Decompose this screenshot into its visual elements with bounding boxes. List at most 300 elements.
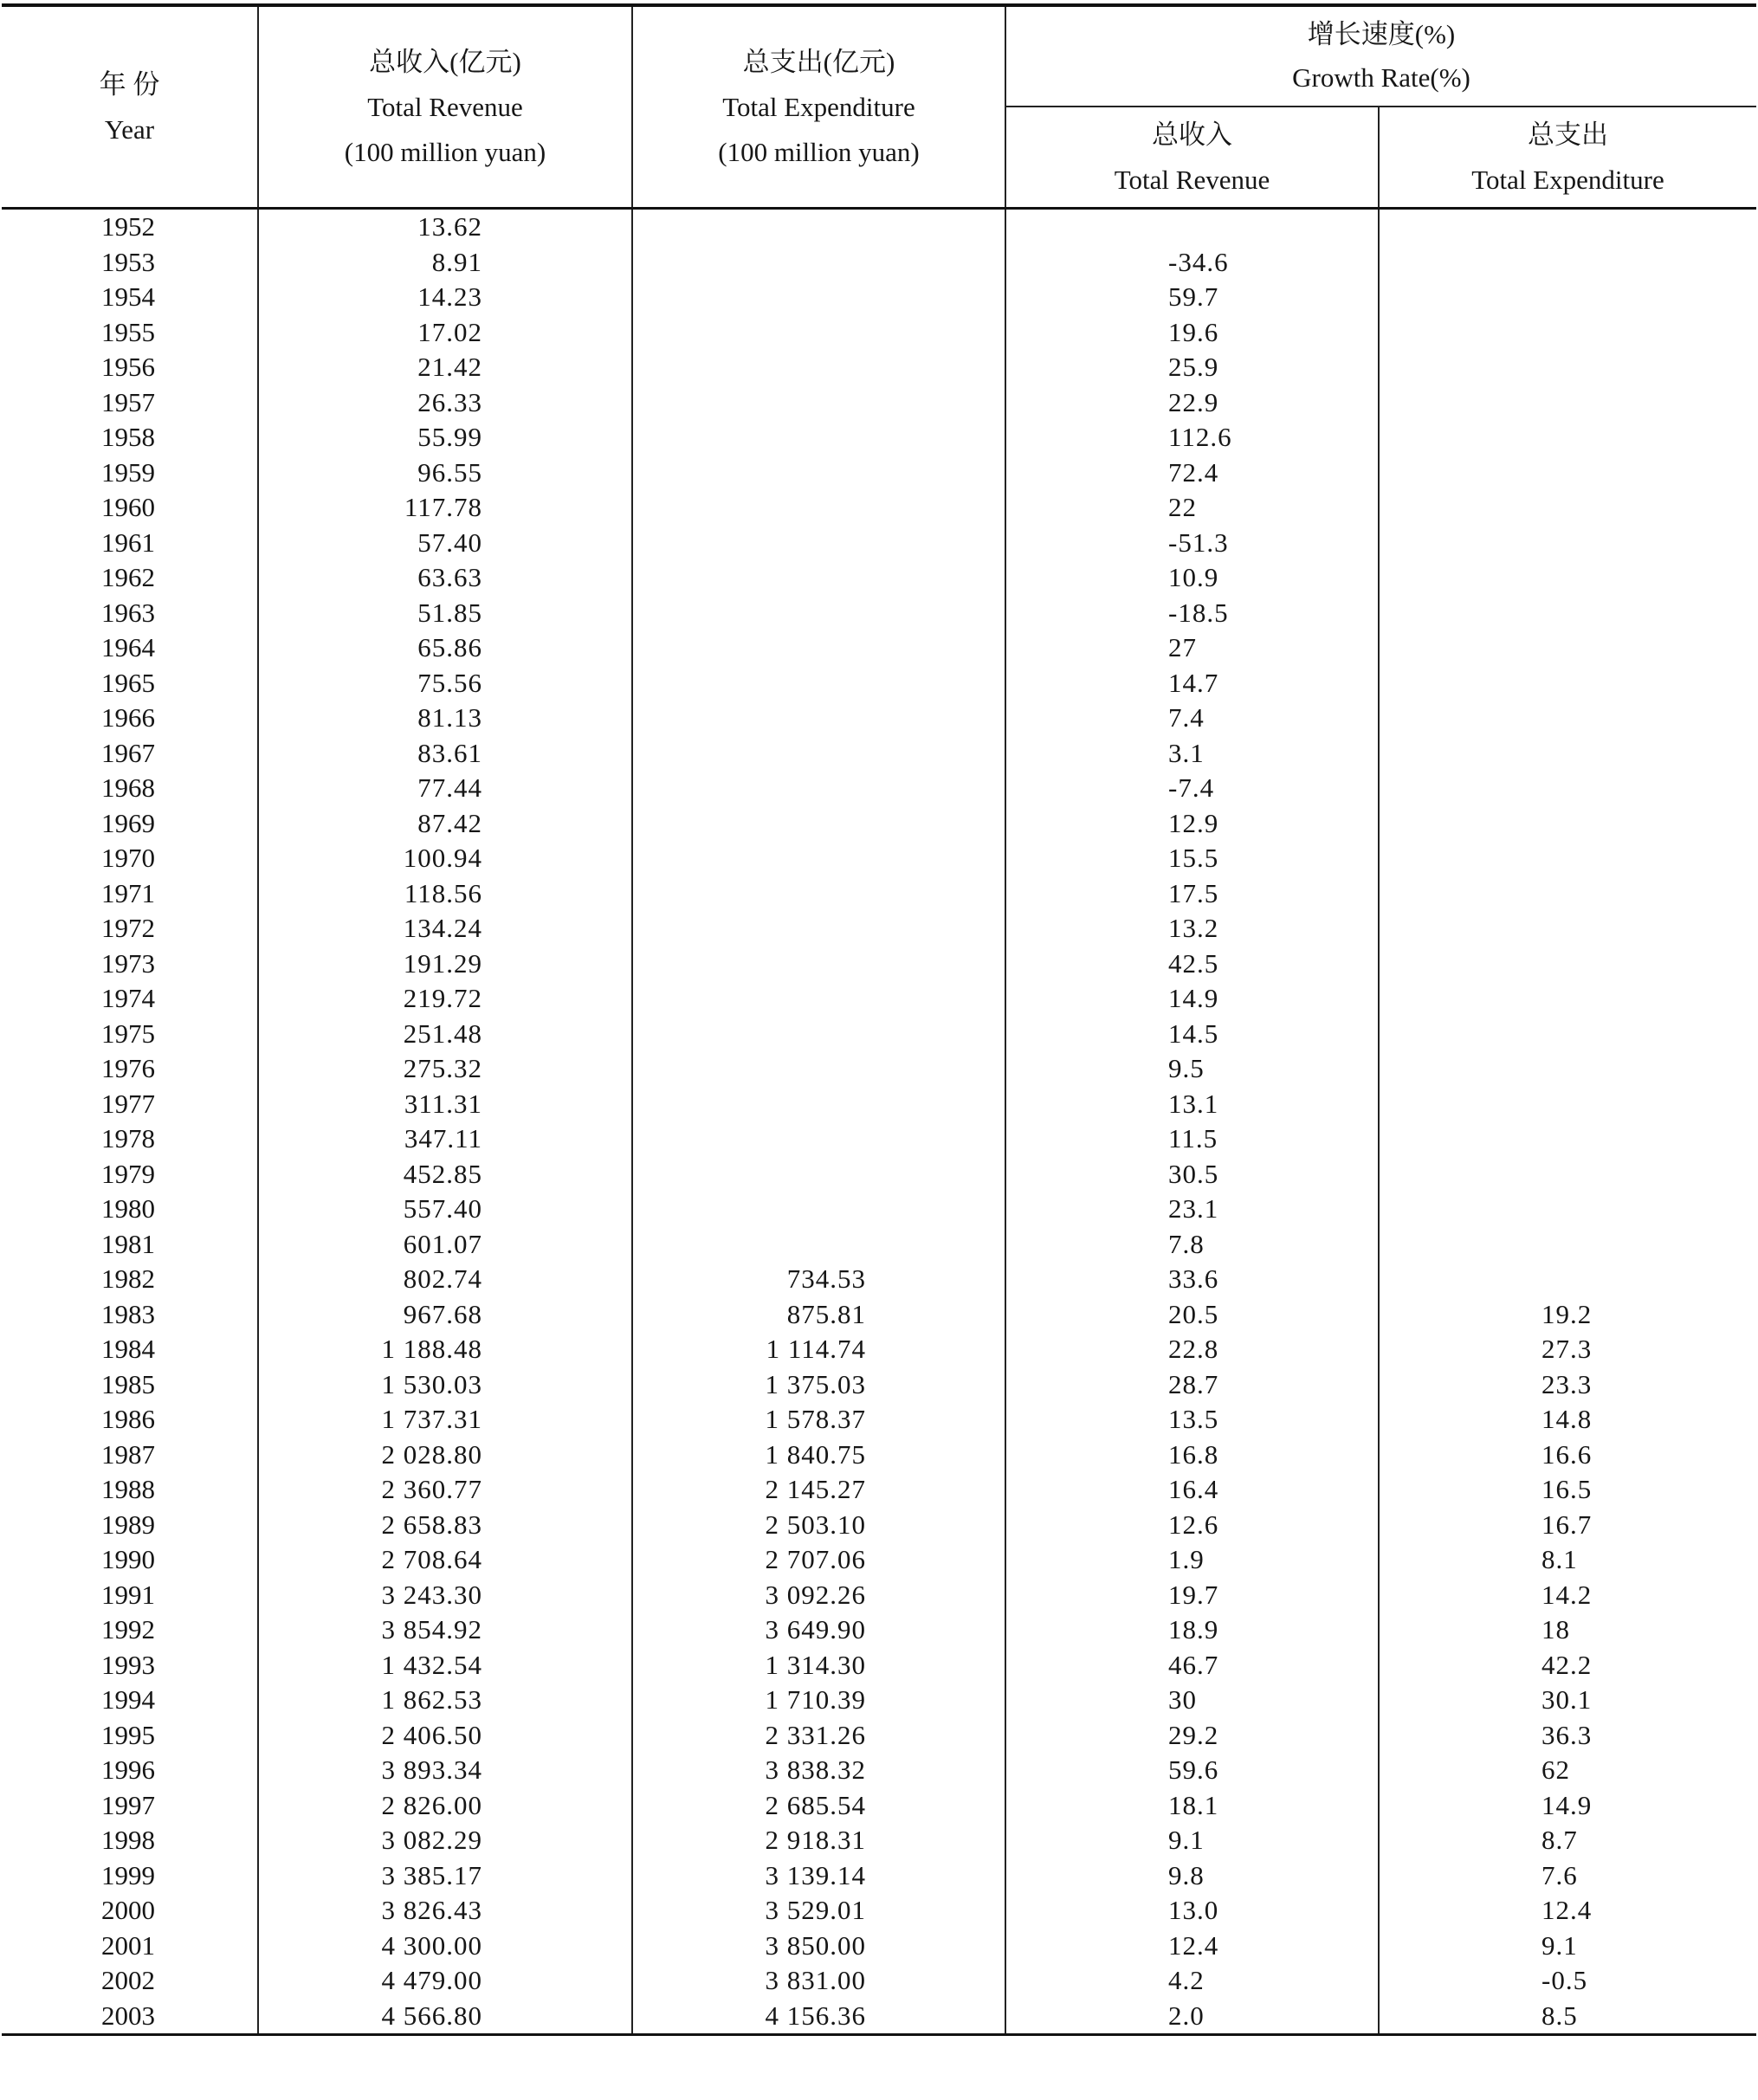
year-cell: 1985 [101, 1368, 155, 1399]
statistics-table [2, 3, 1756, 2036]
expenditure-growth-cell: 8.1 [1379, 1542, 1756, 1578]
expenditure-cell [632, 1051, 1005, 1087]
year-cell: 1983 [101, 1298, 155, 1329]
table-row [2, 911, 1756, 947]
table-row [2, 385, 1756, 421]
year-cell: 1979 [101, 1158, 155, 1189]
year-cell: 1973 [101, 947, 155, 979]
revenue-growth-cell: -7.4 [1005, 771, 1379, 806]
table-row [2, 490, 1756, 526]
revenue-growth-cell: 29.2 [1005, 1718, 1379, 1754]
table-row [2, 596, 1756, 631]
expenditure-cell [632, 701, 1005, 736]
expenditure-cell: 734.53 [632, 1262, 1005, 1297]
revenue-cell: 65.86 [258, 630, 632, 666]
expenditure-header-unit: (100 million yuan) [718, 136, 920, 167]
year-cell: 1956 [101, 352, 155, 382]
table-row [2, 1578, 1756, 1613]
table-row [2, 981, 1756, 1017]
table-header [2, 5, 1756, 209]
table-row [2, 315, 1756, 351]
year-cell: 1978 [101, 1123, 155, 1153]
year-cell: 1975 [101, 1018, 155, 1049]
revenue-growth-cell: 22.8 [1005, 1332, 1379, 1367]
expenditure-growth-cell [1379, 701, 1756, 736]
revenue-growth-cell: 112.6 [1005, 420, 1379, 456]
year-cell: 1961 [101, 527, 155, 558]
revenue-growth-cell: 7.8 [1005, 1227, 1379, 1263]
year-cell: 1986 [101, 1404, 155, 1434]
revenue-growth-cell: 33.6 [1005, 1262, 1379, 1297]
revenue-cell: 134.24 [258, 911, 632, 947]
year-cell: 1989 [101, 1509, 155, 1540]
revenue-cell: 4 479.00 [258, 1963, 632, 1999]
expenditure-growth-cell [1379, 490, 1756, 526]
year-cell: 1974 [101, 983, 155, 1013]
expenditure-cell: 2 918.31 [632, 1823, 1005, 1858]
year-cell: 1999 [101, 1859, 155, 1890]
revenue-cell: 2 826.00 [258, 1788, 632, 1824]
table-row [2, 1648, 1756, 1683]
revenue-growth-cell: 1.9 [1005, 1542, 1379, 1578]
expenditure-growth-cell [1379, 947, 1756, 982]
year-cell: 1969 [101, 807, 155, 838]
year-cell: 1987 [101, 1438, 155, 1470]
expenditure-cell [632, 736, 1005, 772]
revenue-growth-cell: 9.5 [1005, 1051, 1379, 1087]
revenue-growth-cell: 2.0 [1005, 1999, 1379, 2035]
revenue-growth-cell: 23.1 [1005, 1192, 1379, 1227]
revenue-growth-cell [1005, 209, 1379, 245]
growth-expenditure-header-en: Total Expenditure [1471, 164, 1664, 195]
expenditure-growth-cell [1379, 806, 1756, 842]
year-cell: 1995 [101, 1719, 155, 1750]
table-body [2, 209, 1756, 2035]
expenditure-cell [632, 315, 1005, 351]
revenue-cell: 26.33 [258, 385, 632, 421]
revenue-cell: 311.31 [258, 1087, 632, 1122]
revenue-growth-cell: 20.5 [1005, 1297, 1379, 1333]
year-cell: 1965 [101, 667, 155, 698]
table-row [2, 1227, 1756, 1263]
expenditure-cell: 1 314.30 [632, 1648, 1005, 1683]
expenditure-growth-cell [1379, 666, 1756, 701]
revenue-growth-cell: 10.9 [1005, 560, 1379, 596]
year-cell: 1988 [101, 1474, 155, 1504]
revenue-cell: 967.68 [258, 1297, 632, 1333]
expenditure-growth-cell [1379, 1051, 1756, 1087]
year-cell: 1972 [101, 913, 155, 943]
expenditure-cell: 875.81 [632, 1297, 1005, 1333]
expenditure-growth-cell: 27.3 [1379, 1332, 1756, 1367]
revenue-cell: 3 243.30 [258, 1578, 632, 1613]
table-row [2, 1753, 1756, 1788]
table-row [2, 1192, 1756, 1227]
expenditure-cell: 3 649.90 [632, 1612, 1005, 1648]
revenue-growth-cell: 3.1 [1005, 736, 1379, 772]
year-cell: 2003 [2, 1999, 258, 2035]
expenditure-cell: 2 685.54 [632, 1788, 1005, 1824]
revenue-cell: 8.91 [258, 245, 632, 281]
growth-revenue-header-zh: 总收入 [1152, 119, 1232, 150]
expenditure-cell [632, 666, 1005, 701]
revenue-growth-cell: 59.6 [1005, 1753, 1379, 1788]
revenue-cell: 96.55 [258, 456, 632, 491]
table-row [2, 526, 1756, 561]
expenditure-growth-cell: 14.9 [1379, 1788, 1756, 1824]
year-cell: 1997 [101, 1789, 155, 1820]
revenue-growth-cell: 16.8 [1005, 1438, 1379, 1473]
expenditure-growth-cell [1379, 981, 1756, 1017]
table-row [2, 1542, 1756, 1578]
table-row [2, 350, 1756, 385]
revenue-cell: 251.48 [258, 1017, 632, 1052]
expenditure-cell: 3 529.01 [632, 1893, 1005, 1929]
revenue-growth-cell: 42.5 [1005, 947, 1379, 982]
revenue-growth-cell: 28.7 [1005, 1367, 1379, 1403]
expenditure-cell [632, 209, 1005, 245]
expenditure-cell [632, 350, 1005, 385]
expenditure-cell [632, 1157, 1005, 1192]
revenue-cell: 2 658.83 [258, 1508, 632, 1543]
revenue-cell: 347.11 [258, 1121, 632, 1157]
table-row [2, 280, 1756, 315]
expenditure-cell [632, 245, 1005, 281]
revenue-cell: 601.07 [258, 1227, 632, 1263]
expenditure-growth-cell [1379, 280, 1756, 315]
revenue-growth-cell: 72.4 [1005, 456, 1379, 491]
expenditure-cell [632, 526, 1005, 561]
year-cell: 1957 [101, 386, 155, 417]
revenue-growth-cell: -51.3 [1005, 526, 1379, 561]
table-row [2, 630, 1756, 666]
revenue-growth-cell: 12.4 [1005, 1929, 1379, 1964]
table-row [2, 947, 1756, 982]
revenue-cell: 13.62 [258, 209, 632, 245]
revenue-cell: 802.74 [258, 1262, 632, 1297]
expenditure-growth-cell [1379, 420, 1756, 456]
table-row [2, 1017, 1756, 1052]
revenue-cell: 4 566.80 [258, 1999, 632, 2035]
expenditure-growth-cell: 18 [1379, 1612, 1756, 1648]
revenue-cell: 87.42 [258, 806, 632, 842]
revenue-growth-cell: 13.2 [1005, 911, 1379, 947]
table-row [2, 841, 1756, 876]
expenditure-growth-cell: 30.1 [1379, 1683, 1756, 1718]
expenditure-cell: 2 503.10 [632, 1508, 1005, 1543]
table-row [2, 1683, 1756, 1718]
table-row [2, 1051, 1756, 1087]
revenue-growth-cell: 11.5 [1005, 1121, 1379, 1157]
table-row [2, 1297, 1756, 1333]
table-row [2, 1332, 1756, 1367]
growth-expenditure-header-zh: 总支出 [1528, 119, 1608, 150]
growth-revenue-header [1005, 107, 1379, 209]
revenue-growth-cell: 14.5 [1005, 1017, 1379, 1052]
expenditure-cell [632, 456, 1005, 491]
table-row [2, 1788, 1756, 1824]
revenue-growth-cell: 19.7 [1005, 1578, 1379, 1613]
revenue-cell: 1 530.03 [258, 1367, 632, 1403]
expenditure-growth-cell [1379, 385, 1756, 421]
revenue-column-header [258, 5, 632, 209]
table-row [2, 1508, 1756, 1543]
year-cell: 1964 [101, 632, 155, 662]
revenue-cell: 1 737.31 [258, 1402, 632, 1438]
expenditure-cell [632, 981, 1005, 1017]
year-header-en: Year [104, 113, 155, 145]
year-cell: 1982 [101, 1263, 155, 1294]
expenditure-cell [632, 596, 1005, 631]
revenue-cell: 118.56 [258, 876, 632, 912]
expenditure-growth-cell [1379, 456, 1756, 491]
expenditure-growth-cell [1379, 876, 1756, 912]
expenditure-growth-cell [1379, 736, 1756, 772]
table-row [2, 1087, 1756, 1122]
expenditure-growth-cell: 8.5 [1379, 1999, 1756, 2035]
expenditure-growth-cell: 9.1 [1379, 1929, 1756, 1964]
year-cell: 1960 [101, 492, 155, 522]
table-row [2, 209, 1756, 245]
revenue-growth-cell: 27 [1005, 630, 1379, 666]
expenditure-cell: 3 092.26 [632, 1578, 1005, 1613]
expenditure-cell: 2 331.26 [632, 1718, 1005, 1754]
expenditure-cell: 3 831.00 [632, 1963, 1005, 1999]
year-cell: 1980 [101, 1193, 155, 1224]
year-cell: 1991 [101, 1579, 155, 1610]
revenue-cell: 3 854.92 [258, 1612, 632, 1648]
expenditure-growth-cell: 16.5 [1379, 1472, 1756, 1508]
expenditure-cell [632, 420, 1005, 456]
revenue-cell: 219.72 [258, 981, 632, 1017]
expenditure-cell: 3 850.00 [632, 1929, 1005, 1964]
revenue-growth-cell: 12.6 [1005, 1508, 1379, 1543]
table-row [2, 1893, 1756, 1929]
expenditure-growth-cell [1379, 315, 1756, 351]
revenue-growth-cell: 46.7 [1005, 1648, 1379, 1683]
expenditure-cell [632, 947, 1005, 982]
year-cell: 2000 [101, 1895, 155, 1925]
revenue-growth-cell: 18.1 [1005, 1788, 1379, 1824]
year-cell: 1993 [101, 1649, 155, 1680]
growth-expenditure-header [1379, 107, 1756, 209]
revenue-growth-cell: 30.5 [1005, 1157, 1379, 1192]
expenditure-cell [632, 490, 1005, 526]
revenue-growth-cell: 14.9 [1005, 981, 1379, 1017]
year-cell: 1996 [101, 1754, 155, 1785]
expenditure-header-en: Total Expenditure [722, 91, 915, 122]
revenue-header-en: Total Revenue [367, 91, 523, 122]
revenue-cell: 51.85 [258, 596, 632, 631]
expenditure-header-zh: 总支出(亿元) [742, 46, 895, 77]
revenue-growth-cell: 13.1 [1005, 1087, 1379, 1122]
table-row [2, 1121, 1756, 1157]
year-cell: 1976 [101, 1053, 155, 1083]
revenue-growth-cell: 7.4 [1005, 701, 1379, 736]
expenditure-cell [632, 1017, 1005, 1052]
revenue-cell: 1 188.48 [258, 1332, 632, 1367]
revenue-cell: 1 862.53 [258, 1683, 632, 1718]
expenditure-growth-cell: 14.2 [1379, 1578, 1756, 1613]
revenue-cell: 4 300.00 [258, 1929, 632, 1964]
revenue-cell: 2 028.80 [258, 1438, 632, 1473]
expenditure-growth-cell: -0.5 [1379, 1963, 1756, 1999]
year-cell: 1953 [101, 246, 155, 277]
expenditure-cell [632, 560, 1005, 596]
expenditure-cell: 1 375.03 [632, 1367, 1005, 1403]
expenditure-growth-cell: 12.4 [1379, 1893, 1756, 1929]
expenditure-growth-cell [1379, 1192, 1756, 1227]
table-row [2, 1157, 1756, 1192]
revenue-cell: 452.85 [258, 1157, 632, 1192]
table-row [2, 876, 1756, 912]
expenditure-cell [632, 385, 1005, 421]
table-row [2, 1438, 1756, 1473]
table-row [2, 1929, 1756, 1964]
year-cell: 1954 [101, 281, 155, 312]
expenditure-cell: 1 578.37 [632, 1402, 1005, 1438]
expenditure-cell [632, 806, 1005, 842]
table-row [2, 806, 1756, 842]
revenue-cell: 275.32 [258, 1051, 632, 1087]
expenditure-growth-cell [1379, 630, 1756, 666]
expenditure-cell: 3 139.14 [632, 1858, 1005, 1894]
expenditure-cell: 1 114.74 [632, 1332, 1005, 1367]
expenditure-cell [632, 876, 1005, 912]
expenditure-growth-cell [1379, 245, 1756, 281]
revenue-growth-cell: -18.5 [1005, 596, 1379, 631]
year-cell: 1990 [101, 1544, 155, 1574]
revenue-cell: 57.40 [258, 526, 632, 561]
expenditure-growth-cell [1379, 350, 1756, 385]
expenditure-cell [632, 1192, 1005, 1227]
year-column-header [2, 5, 258, 209]
year-cell: 1962 [101, 562, 155, 592]
revenue-cell: 557.40 [258, 1192, 632, 1227]
revenue-growth-cell: 25.9 [1005, 350, 1379, 385]
table-row [2, 1823, 1756, 1858]
table-row [2, 1718, 1756, 1754]
revenue-growth-cell: 13.5 [1005, 1402, 1379, 1438]
expenditure-cell [632, 771, 1005, 806]
year-header-zh: 年 份 [99, 68, 160, 100]
expenditure-cell [632, 630, 1005, 666]
expenditure-growth-cell: 16.7 [1379, 1508, 1756, 1543]
revenue-growth-cell: 15.5 [1005, 841, 1379, 876]
year-cell: 1959 [101, 456, 155, 488]
expenditure-cell [632, 280, 1005, 315]
table-row [2, 736, 1756, 772]
growth-header-en: Growth Rate(%) [1292, 62, 1470, 93]
table-row [2, 666, 1756, 701]
growth-rate-header [1005, 5, 1756, 107]
revenue-growth-cell: -34.6 [1005, 245, 1379, 281]
expenditure-cell [632, 1227, 1005, 1263]
year-cell: 2002 [101, 1965, 155, 1995]
expenditure-growth-cell [1379, 771, 1756, 806]
table-row [2, 1402, 1756, 1438]
expenditure-growth-cell [1379, 560, 1756, 596]
table-row [2, 1367, 1756, 1403]
table-row [2, 1612, 1756, 1648]
revenue-cell: 2 360.77 [258, 1472, 632, 1508]
expenditure-cell: 1 840.75 [632, 1438, 1005, 1473]
revenue-cell: 1 432.54 [258, 1648, 632, 1683]
expenditure-growth-cell: 14.8 [1379, 1402, 1756, 1438]
table-row [2, 245, 1756, 281]
revenue-growth-cell: 22.9 [1005, 385, 1379, 421]
expenditure-growth-cell: 16.6 [1379, 1438, 1756, 1473]
expenditure-growth-cell: 23.3 [1379, 1367, 1756, 1403]
expenditure-growth-cell [1379, 596, 1756, 631]
year-cell: 1971 [101, 877, 155, 908]
table-row [2, 701, 1756, 736]
expenditure-growth-cell [1379, 911, 1756, 947]
year-cell: 1963 [101, 597, 155, 628]
revenue-growth-cell: 22 [1005, 490, 1379, 526]
expenditure-growth-cell: 62 [1379, 1753, 1756, 1788]
year-cell: 1952 [101, 211, 155, 242]
year-cell: 1998 [101, 1825, 155, 1855]
revenue-cell: 2 708.64 [258, 1542, 632, 1578]
revenue-cell: 2 406.50 [258, 1718, 632, 1754]
year-cell: 1994 [101, 1684, 155, 1715]
revenue-cell: 191.29 [258, 947, 632, 982]
expenditure-cell [632, 1087, 1005, 1122]
revenue-cell: 21.42 [258, 350, 632, 385]
growth-revenue-header-en: Total Revenue [1114, 164, 1270, 195]
revenue-growth-cell: 30 [1005, 1683, 1379, 1718]
table-row [2, 560, 1756, 596]
table-row [2, 1472, 1756, 1508]
revenue-cell: 3 826.43 [258, 1893, 632, 1929]
revenue-cell: 17.02 [258, 315, 632, 351]
growth-header-zh: 增长速度(%) [1307, 19, 1456, 49]
revenue-cell: 75.56 [258, 666, 632, 701]
year-cell: 1955 [101, 316, 155, 347]
revenue-cell: 100.94 [258, 841, 632, 876]
revenue-cell: 3 082.29 [258, 1823, 632, 1858]
expenditure-growth-cell: 42.2 [1379, 1648, 1756, 1683]
revenue-growth-cell: 17.5 [1005, 876, 1379, 912]
revenue-cell: 3 893.34 [258, 1753, 632, 1788]
expenditure-growth-cell [1379, 1087, 1756, 1122]
table-row [2, 456, 1756, 491]
expenditure-cell: 2 145.27 [632, 1472, 1005, 1508]
expenditure-growth-cell: 7.6 [1379, 1858, 1756, 1894]
revenue-growth-cell: 13.0 [1005, 1893, 1379, 1929]
revenue-growth-cell: 19.6 [1005, 315, 1379, 351]
expenditure-growth-cell [1379, 209, 1756, 245]
revenue-cell: 77.44 [258, 771, 632, 806]
revenue-cell: 81.13 [258, 701, 632, 736]
expenditure-cell [632, 1121, 1005, 1157]
year-cell: 1984 [101, 1334, 155, 1364]
expenditure-cell: 4 156.36 [632, 1999, 1005, 2035]
revenue-header-unit: (100 million yuan) [344, 136, 546, 167]
expenditure-growth-cell [1379, 526, 1756, 561]
revenue-growth-cell: 9.8 [1005, 1858, 1379, 1894]
expenditure-growth-cell [1379, 1017, 1756, 1052]
year-cell: 1958 [101, 422, 155, 452]
year-cell: 1977 [101, 1088, 155, 1119]
expenditure-growth-cell [1379, 841, 1756, 876]
table-row [2, 771, 1756, 806]
table-row [2, 1262, 1756, 1297]
table-row [2, 1999, 1756, 2035]
expenditure-cell: 2 707.06 [632, 1542, 1005, 1578]
revenue-growth-cell: 14.7 [1005, 666, 1379, 701]
